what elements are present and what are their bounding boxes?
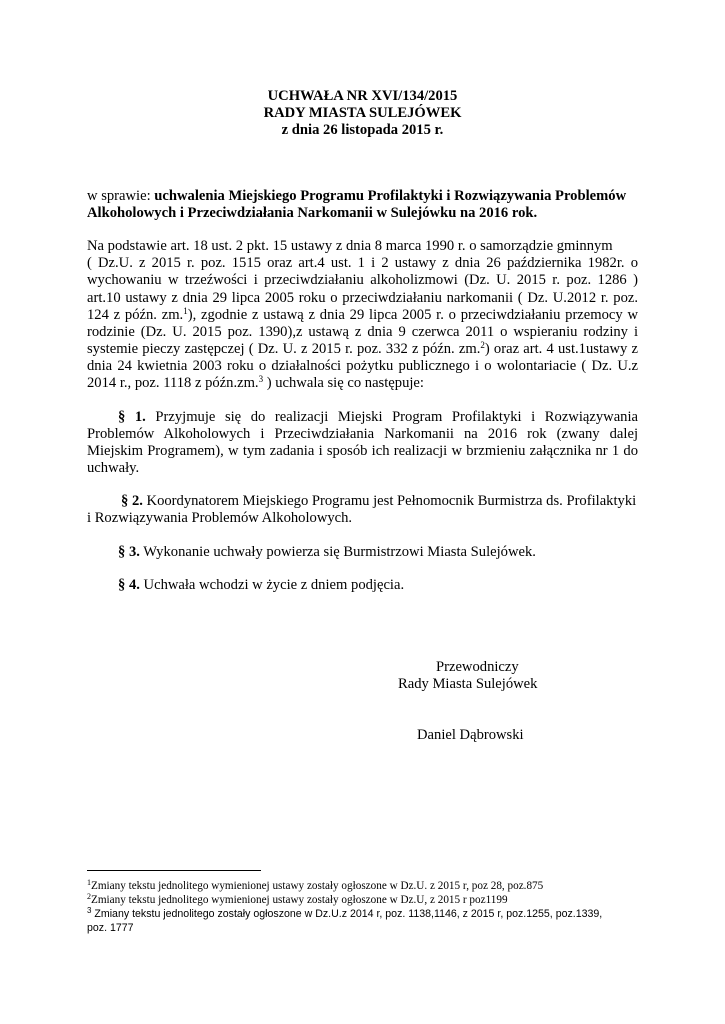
resolution-number: UCHWAŁA NR XVI/134/2015 (267, 88, 458, 104)
footnote-1 (87, 880, 647, 894)
basis-line-3: wychowaniu w trzeźwości i przeciwdziałaniu alkoholizmowi (Dz. U. 2015 r. poz. 1286 ) (87, 272, 638, 288)
section-2-line-2: i Rozwiązywania Problemów Alkoholowych. (87, 510, 353, 526)
basis-citation-2: systemie pieczy zastępczej ( Dz. U. z 2015 r. poz. 332 z późn. zm. (87, 341, 481, 357)
footnote-1-number: 1 (87, 878, 91, 887)
basis-line-5-text (87, 307, 638, 323)
basis-enactment: ) uchwala się co następuje: (263, 375, 424, 391)
basis-line-9 (87, 375, 424, 392)
footnote-1-text: Zmiany tekstu jednolitego wymienionej ustawy zostały ogłoszone w Dz.U. z 2015 r, poz 28, poz.875 (91, 880, 544, 892)
basis-citation-2-cont: ) oraz art. 4 ust.1ustawy z (484, 341, 638, 357)
footnote-2-number: 2 (87, 892, 91, 901)
section-1-text: Przyjmuje się do realizacji Miejski Program Profilaktyki i Rozwiązywania (155, 409, 638, 425)
footnote-2-text: Zmiany tekstu jednolitego wymienionej ustawy zostały ogłoszone w Dz.U, z 2015 r poz1199 (91, 894, 508, 906)
footnote-3 (87, 908, 647, 922)
footnote-3-cont: poz. 1777 (87, 922, 134, 934)
footnote-ref-2: 2 (480, 340, 485, 350)
basis-line-2: ( Dz.U. z 2015 r. poz. 1515 oraz art.4 ust. 1 i 2 ustawy z dnia 26 października 1982r. o (87, 255, 638, 271)
subject-line-2 (87, 205, 537, 222)
footnote-ref-3: 3 (258, 374, 264, 384)
basis-citation: 124 z późn. zm. (87, 307, 184, 323)
section-1-line-1 (118, 409, 638, 426)
section-1-mark: § 1. (118, 409, 146, 425)
section-1-line-4: uchwały. (87, 460, 140, 476)
basis-line-1: Na podstawie art. 18 ust. 2 pkt. 15 ustawy z dnia 8 marca 1990 r. o samorządzie gminnym (87, 238, 613, 254)
basis-line-8: dnia 24 kwietnia 2003 roku o działalności pożytku publicznego i o wolontariacie ( Dz. U.z (87, 358, 638, 374)
subject-line-1 (87, 188, 626, 205)
basis-line-7 (87, 341, 638, 358)
subject-prefix: w sprawie: (87, 188, 155, 204)
section-1-line-2: Problemów Alkoholowych i Przeciwdziałania Narkomanii na 2016 rok (zwany dalej (87, 426, 638, 442)
signature-body: Rady Miasta Sulejówek (398, 676, 538, 692)
section-3 (118, 544, 536, 561)
basis-citation-3: 2014 r., poz. 1118 z późn.zm. (87, 375, 259, 391)
section-2-line-1 (121, 493, 636, 510)
basis-line-7-text (87, 341, 638, 357)
signature-name: Daniel Dąbrowski (417, 727, 524, 743)
footnote-3-number: 3 (87, 906, 92, 915)
subject-title-part-2: Alkoholowych i Przeciwdziałania Narkomanii w Sulejówku na 2016 rok. (87, 205, 538, 221)
section-4-mark: § 4. (118, 577, 140, 593)
section-4-text: Uchwała wchodzi w życie z dniem podjęcia. (143, 577, 405, 593)
basis-citation-cont: ), zgodnie z ustawą z dnia 29 lipca 2005 r. o przeciwdziałaniu przemocy w (187, 307, 639, 323)
section-2-mark: § 2. (121, 493, 143, 509)
resolution-date: z dnia 26 listopada 2015 r. (281, 122, 444, 138)
section-1-line-3: Miejskim Programem), w tym zadania i sposób ich realizacji w brzmieniu załącznika nr 1 do (87, 443, 638, 459)
footnote-3-text: Zmiany tekstu jednolitego zostały ogłoszone w Dz.U.z 2014 r, poz. 1138,1146, z 2015 r, poz.1255, poz.1339, (91, 908, 603, 920)
basis-line-6: rodzinie (Dz. U. 2015 poz. 1390),z ustawą z dnia 9 czerwca 2011 o wspieraniu rodziny i (87, 324, 638, 340)
footnote-ref-1: 1 (183, 306, 188, 316)
section-2-text: Koordynatorem Miejskiego Programu jest Pełnomocnik Burmistrza ds. Profilaktyki (146, 493, 637, 509)
footnote-2 (87, 894, 647, 908)
section-3-text: Wykonanie uchwały powierza się Burmistrzowi Miasta Sulejówek. (143, 544, 536, 560)
signature-role: Przewodniczy (436, 659, 519, 675)
council-name: RADY MIASTA SULEJÓWEK (263, 105, 462, 121)
section-3-mark: § 3. (118, 544, 140, 560)
basis-line-4: art.10 ustawy z dnia 29 lipca 2005 roku o przeciwdziałaniu narkomanii ( Dz. U.2012 r. poz. (87, 290, 638, 306)
basis-line-5 (87, 307, 638, 324)
subject-title-part-1: uchwalenia Miejskiego Programu Profilaktyki i Rozwiązywania Problemów (154, 188, 627, 204)
footnote-divider (87, 870, 261, 871)
section-4 (118, 577, 404, 594)
